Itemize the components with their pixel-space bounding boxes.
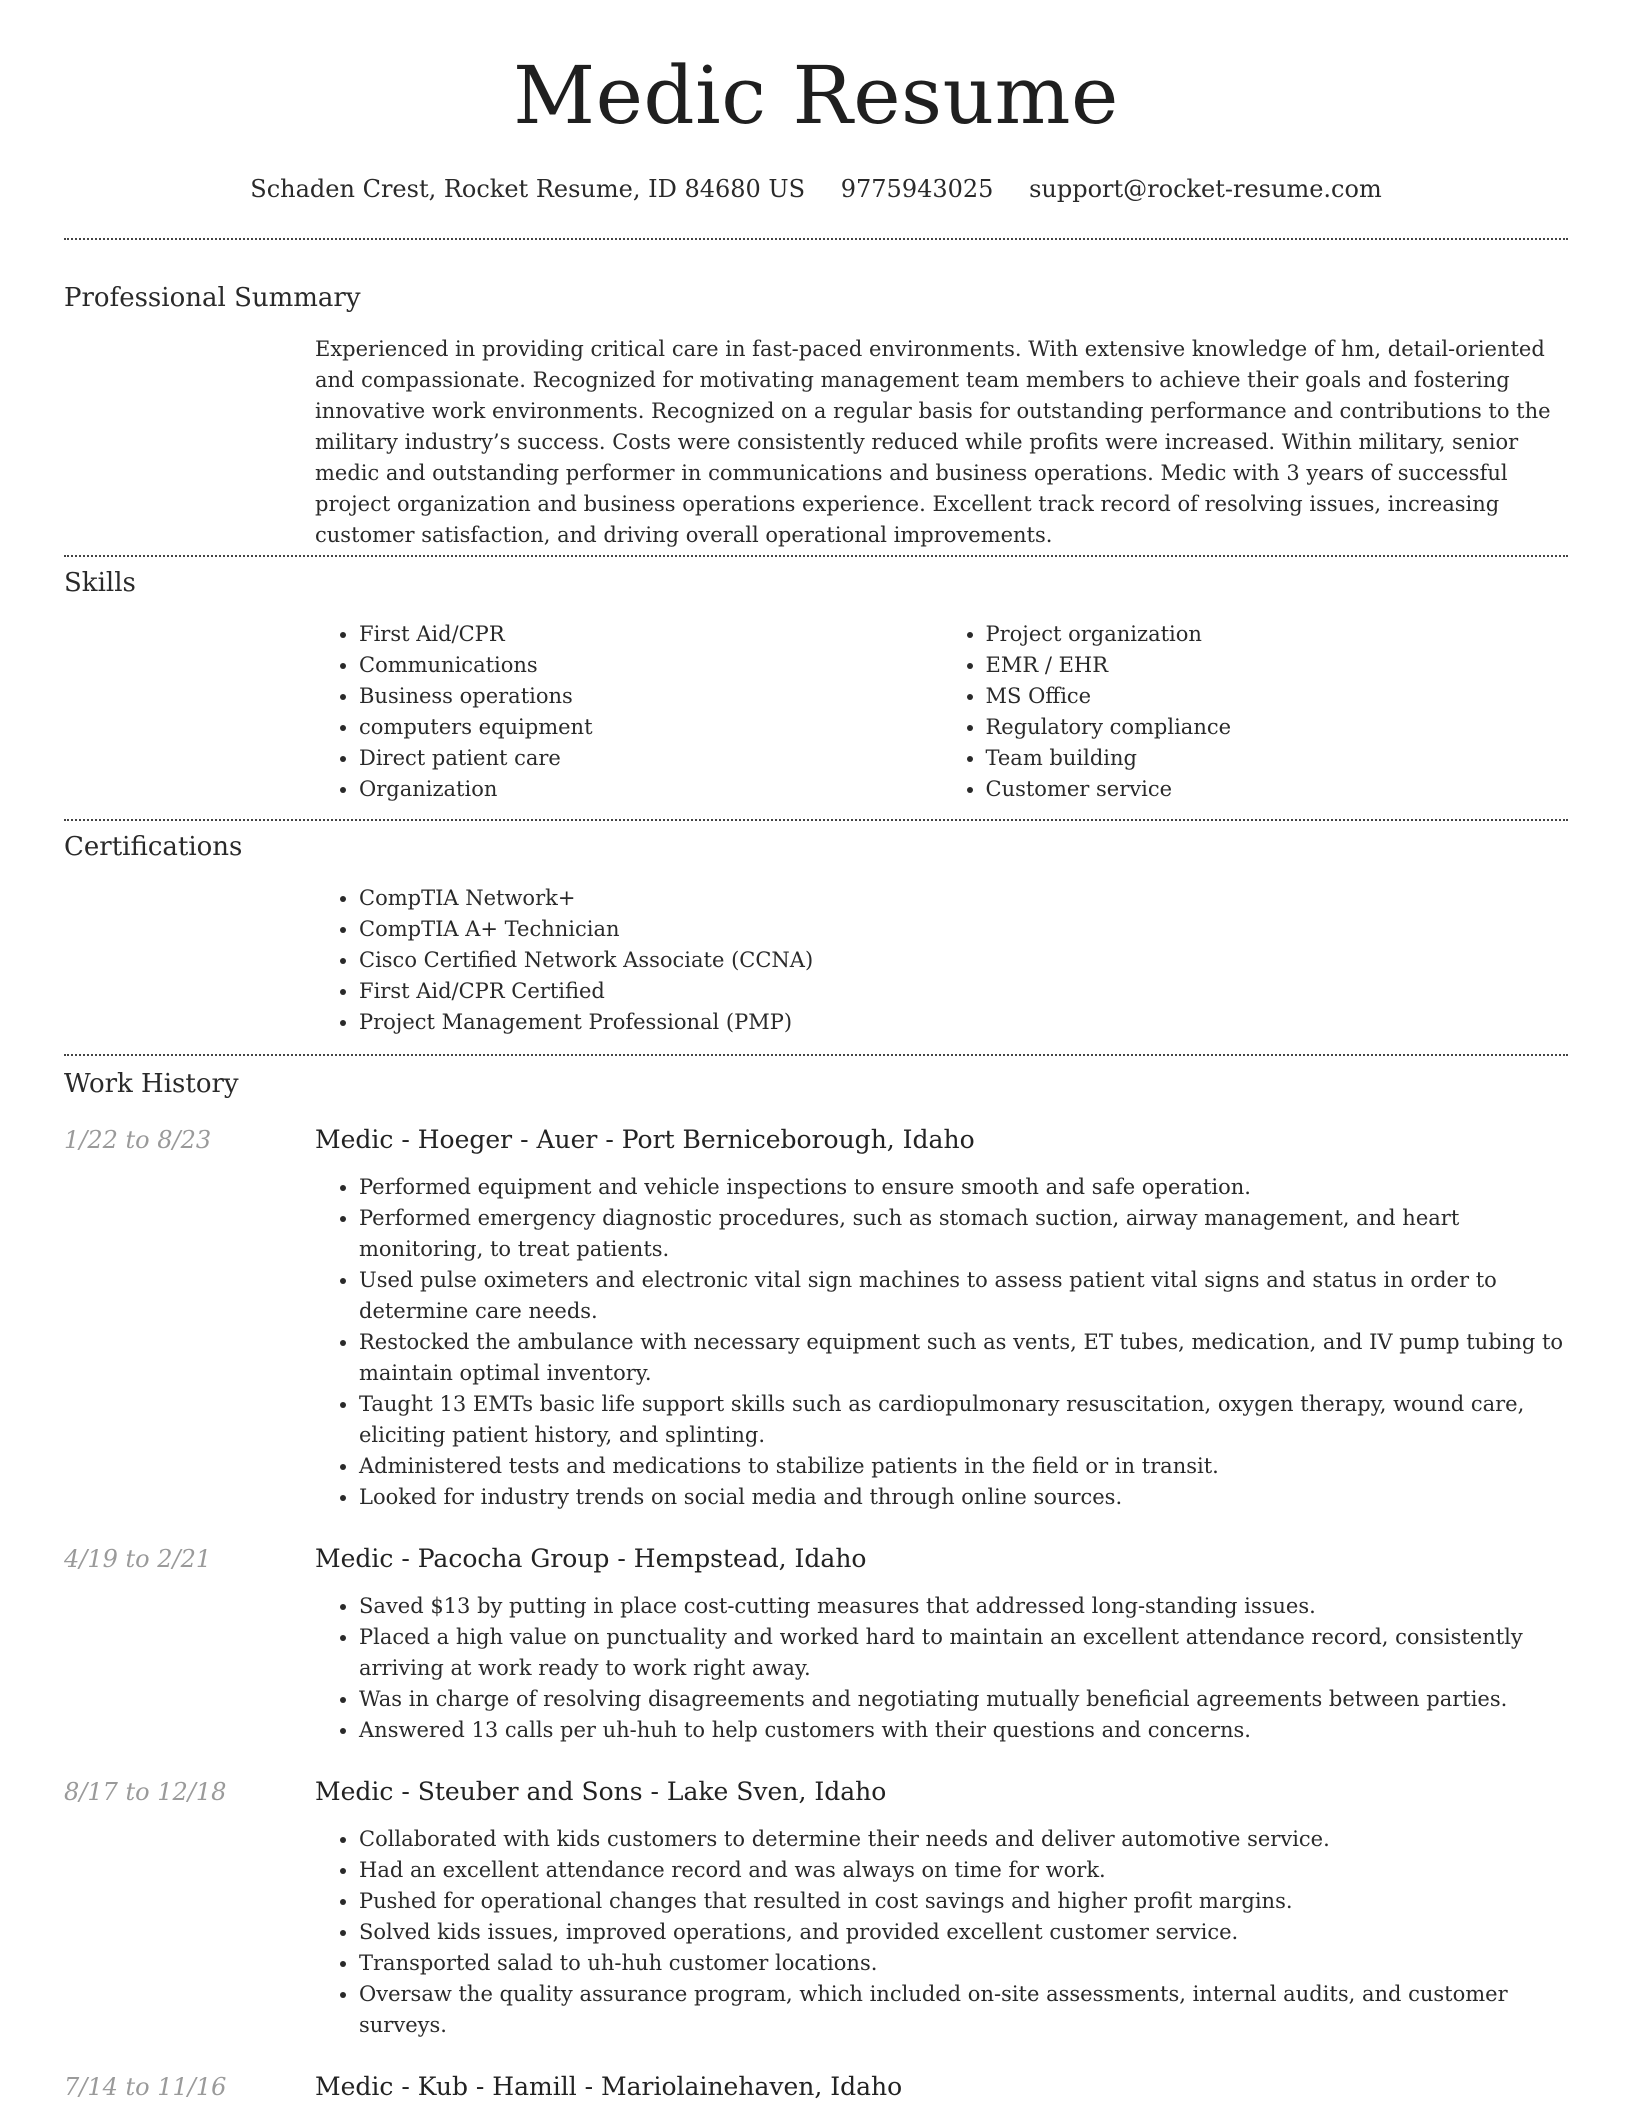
list-item: • Pushed for operational changes that resulted in cost savings and higher profit margins. (359, 1886, 1568, 1917)
list-item: • Was in charge of resolving disagreements and negotiating mutually beneficial agreements between parties. (359, 1684, 1568, 1715)
list-item: • Organization (359, 774, 942, 805)
list-item: • Solved kids issues, improved operations, and provided excellent customer service. (359, 1917, 1568, 1948)
header-divider (64, 238, 1568, 240)
job-header (64, 1776, 1568, 1808)
skills-title: Skills (64, 568, 136, 598)
job-header (64, 1543, 1568, 1575)
list-item: • EMR / EHR (986, 650, 1569, 681)
list-item: • Cisco Certified Network Associate (CCNA) (359, 945, 1568, 976)
summary-divider (64, 555, 1568, 557)
certifications-title: Certifications (64, 832, 243, 862)
job-bullet-list (315, 1172, 1568, 1513)
skills-section (315, 619, 1568, 805)
list-item: • Transported salad to uh-huh customer locations. (359, 1948, 1568, 1979)
contact-address: Schaden Crest, Rocket Resume, ID 84680 US (250, 175, 806, 203)
list-item: • Administered tests and medications to stabilize patients in the field or in transit. (359, 1451, 1568, 1482)
job-header (64, 2071, 1568, 2103)
list-item: • Used pulse oximeters and electronic vital sign machines to assess patient vital signs and status in order to determine care needs. (359, 1265, 1568, 1327)
list-item: • Regulatory compliance (986, 712, 1569, 743)
skills-divider (64, 819, 1568, 821)
list-item: • Taught 13 EMTs basic life support skills such as cardiopulmonary resuscitation, oxygen therapy, wound care, eliciting patient history, and splinting. (359, 1389, 1568, 1451)
contact-email[interactable]: support@rocket-resume.com (1029, 175, 1382, 203)
list-item: • Project Management Professional (PMP) (359, 1007, 1568, 1038)
list-item: • CompTIA Network+ (359, 883, 1568, 914)
list-item: • Performed equipment and vehicle inspections to ensure smooth and safe operation. (359, 1172, 1568, 1203)
job-dates: 8/17 to 12/18 (64, 1778, 227, 1806)
list-item: • Team building (986, 743, 1569, 774)
skills-list-left (315, 619, 942, 805)
summary-title: Professional Summary (64, 283, 361, 313)
work-history-title: Work History (64, 1069, 239, 1099)
job-title: Medic - Pacocha Group - Hempstead, Idaho (315, 1544, 867, 1573)
list-item: • Looked for industry trends on social media and through online sources. (359, 1482, 1568, 1513)
job-title: Medic - Steuber and Sons - Lake Sven, Idaho (315, 1777, 887, 1806)
list-item: • Project organization (986, 619, 1569, 650)
list-item: • Answered 13 calls per uh-huh to help customers with their questions and concerns. (359, 1715, 1568, 1746)
summary-text: Experienced in providing critical care in fast-paced environments. With extensive knowledge of hm, detail-oriented and compassionate. Recognized for motivating management team members to achieve their goals and fostering innovative work environments. Recognized on a regular basis for outstanding performance and contributions to the military industry’s success. Costs were consistently reduced while profits were increased. Within military, senior medic and outstanding performer in communications and business operations. Medic with 3 years of successful project organization and business operations experience. Excellent track record of resolving issues, increasing customer satisfaction, and driving overall operational improvements. (315, 337, 1551, 547)
job-entry (64, 2071, 1568, 2103)
job-bullet-list (315, 1824, 1568, 2041)
list-item: • Customer service (986, 774, 1569, 805)
list-item: • Oversaw the quality assurance program, which included on-site assessments, internal audits, and customer surveys. (359, 1979, 1568, 2041)
job-bullet-list (315, 1591, 1568, 1746)
list-item: • CompTIA A+ Technician (359, 914, 1568, 945)
list-item: • Business operations (359, 681, 942, 712)
contact-line (64, 174, 1568, 204)
list-item: • Communications (359, 650, 942, 681)
job-bullets (315, 1172, 1568, 1513)
list-item: • First Aid/CPR Certified (359, 976, 1568, 1007)
list-item: • Had an excellent attendance record and was always on time for work. (359, 1855, 1568, 1886)
job-title: Medic - Hoeger - Auer - Port Berniceborough, Idaho (315, 1125, 975, 1154)
job-entry (64, 1776, 1568, 2041)
job-entry (64, 1124, 1568, 1513)
list-item: • Collaborated with kids customers to determine their needs and deliver automotive service. (359, 1824, 1568, 1855)
list-item: • Saved $13 by putting in place cost-cutting measures that addressed long-standing issues. (359, 1591, 1568, 1622)
list-item: • Placed a high value on punctuality and worked hard to maintain an excellent attendance record, consistently arriving at work ready to work right away. (359, 1622, 1568, 1684)
certifications-section (315, 883, 1568, 1038)
list-item: • Restocked the ambulance with necessary equipment such as vents, ET tubes, medication, and IV pump tubing to maintain optimal inventory. (359, 1327, 1568, 1389)
list-item: • MS Office (986, 681, 1569, 712)
resume-name: Medic Resume (513, 49, 1119, 142)
list-item: • First Aid/CPR (359, 619, 942, 650)
certifications-divider (64, 1054, 1568, 1056)
job-dates: 7/14 to 11/16 (64, 2073, 227, 2101)
job-bullets (315, 1591, 1568, 1746)
job-dates: 1/22 to 8/23 (64, 1126, 212, 1154)
contact-phone: 9775943025 (840, 175, 994, 203)
job-dates: 4/19 to 2/21 (64, 1545, 212, 1573)
summary-section (315, 334, 1568, 551)
list-item: • computers equipment (359, 712, 942, 743)
list-item: • Performed emergency diagnostic procedures, such as stomach suction, airway management, and heart monitoring, to treat patients. (359, 1203, 1568, 1265)
list-item: • Direct patient care (359, 743, 942, 774)
certifications-list (315, 883, 1568, 1038)
job-entry (64, 1543, 1568, 1746)
job-title: Medic - Kub - Hamill - Mariolainehaven, Idaho (315, 2072, 903, 2101)
job-bullets (315, 1824, 1568, 2041)
job-header (64, 1124, 1568, 1156)
skills-list-right (942, 619, 1569, 805)
resume-page (64, 0, 1568, 2103)
